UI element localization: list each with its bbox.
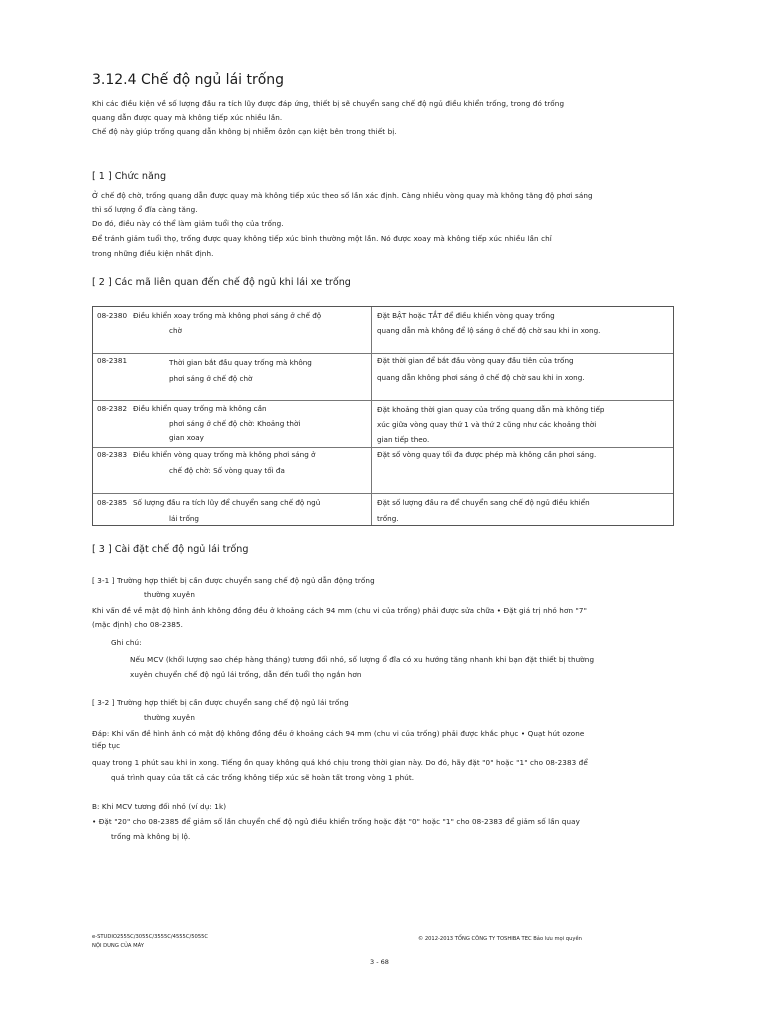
body-line: Khi vấn đề về mật độ hình ảnh không đồng đều ở khoảng cách 94 mm (chu vi của trống) phải được sửa chữa • Đặt giá trị nhỏ hơn "7" bbox=[92, 606, 587, 615]
page-number: 3 - 68 bbox=[370, 958, 389, 966]
page-title: 3.12.4 Chế độ ngủ lái trống bbox=[92, 72, 285, 88]
desc-cell: chờ bbox=[169, 326, 182, 335]
section1-line: Để tránh giảm tuổi thọ, trống được quay không tiếp xúc bình thường một lần. Nó được xoay mà không tiếp xúc nhiều lần chỉ bbox=[92, 234, 552, 243]
detail-cell: Đặt BẬT hoặc TẮT để điều khiển vòng quay trống bbox=[377, 311, 555, 320]
detail-cell: Đặt thời gian để bắt đầu vòng quay đầu tiên của trống bbox=[377, 356, 574, 365]
footer-content: NỘI DUNG CỦA MÁY bbox=[92, 943, 144, 949]
code-cell: 08-2381 bbox=[97, 356, 128, 365]
intro-line: Khi các điều kiện về số lượng đầu ra tích lũy được đáp ứng, thiết bị sẽ chuyển sang chế độ ngủ điều khiển trống, trong đó trống bbox=[92, 99, 565, 108]
desc-cell: phơi sáng ở chế độ chờ bbox=[169, 374, 253, 383]
code-cell: 08-2385 bbox=[97, 498, 128, 507]
detail-cell: Đặt số lượng đầu ra để chuyển sang chế độ ngủ điều khiển bbox=[377, 498, 590, 507]
subsection-subtitle: thường xuyên bbox=[144, 713, 195, 722]
desc-cell: phơi sáng ở chế độ chờ: Khoảng thời bbox=[169, 419, 301, 428]
footer-copyright: © 2012-2013 TỔNG CÔNG TY TOSHIBA TEC Bảo lưu mọi quyền bbox=[418, 936, 582, 942]
note-line: Nếu MCV (khối lượng sao chép hàng tháng) tương đối nhỏ, số lượng ổ đĩa có xu hướng tăng nhanh khi bạn đặt thiết bị thường bbox=[130, 655, 595, 664]
code-cell: 08-2380 bbox=[97, 311, 128, 320]
desc-cell: Điều khiển vòng quay trống mà không phơi sáng ở bbox=[133, 450, 316, 459]
note-label: Ghi chú: bbox=[111, 638, 142, 647]
body-line: quay trong 1 phút sau khi in xong. Tiếng ồn quay không quá khó chịu trong thời gian này. Do đó, hãy đặt "0" hoặc "1" cho 08-2383 để bbox=[92, 758, 588, 767]
subsection-title: [ 3-2 ] Trường hợp thiết bị cần được chuyển sang chế độ ngủ lái trống bbox=[92, 698, 349, 707]
desc-cell: chế độ chờ: Số vòng quay tối đa bbox=[169, 466, 285, 475]
desc-cell: lái trống bbox=[169, 514, 199, 523]
bullet-line: trống mà không bị lộ. bbox=[111, 832, 191, 841]
body-line: tiếp tục bbox=[92, 741, 121, 750]
section3-heading: [ 3 ] Cài đặt chế độ ngủ lái trống bbox=[92, 544, 249, 555]
code-cell: 08-2382 bbox=[97, 404, 128, 413]
body-line: B: Khi MCV tương đối nhỏ (ví dụ: 1k) bbox=[92, 802, 227, 811]
intro-line: quang dẫn được quay mà không tiếp xúc nhiều lần. bbox=[92, 113, 283, 122]
desc-cell: Thời gian bắt đầu quay trống mà không bbox=[169, 358, 312, 367]
detail-cell: trống. bbox=[377, 514, 399, 523]
detail-cell: xúc giữa vòng quay thứ 1 và thứ 2 cũng như các khoảng thời bbox=[377, 420, 597, 429]
detail-cell: quang dẫn không phơi sáng ở chế độ chờ sau khi in xong. bbox=[377, 373, 585, 382]
row-divider bbox=[93, 400, 673, 401]
subsection-subtitle: thường xuyên bbox=[144, 590, 195, 599]
codes-table bbox=[92, 306, 674, 526]
body-line: Đáp: Khi vấn đề hình ảnh có mật độ không đồng đều ở khoảng cách 94 mm (chu vi của trống) phải được khắc phục • Quạt hút ozone bbox=[92, 729, 585, 738]
detail-cell: Đặt khoảng thời gian quay của trống quang dẫn mà không tiếp bbox=[377, 405, 605, 414]
row-divider bbox=[93, 447, 673, 448]
body-line: (mặc định) cho 08-2385. bbox=[92, 620, 184, 629]
intro-line: Chế độ này giúp trống quang dẫn không bị nhiễm ôzôn cạn kiệt bên trong thiết bị. bbox=[92, 127, 397, 136]
section1-line: Do đó, điều này có thể làm giảm tuổi thọ của trống. bbox=[92, 219, 284, 228]
desc-cell: gian xoay bbox=[169, 433, 204, 442]
section1-line: trong những điều kiện nhất định. bbox=[92, 249, 214, 258]
section1-heading: [ 1 ] Chức năng bbox=[92, 171, 167, 182]
desc-cell: Điều khiển xoay trống mà không phơi sáng ở chế độ bbox=[133, 311, 322, 320]
section2-heading: [ 2 ] Các mã liên quan đến chế độ ngủ khi lái xe trống bbox=[92, 277, 351, 288]
detail-cell: Đặt số vòng quay tối đa được phép mà không cần phơi sáng. bbox=[377, 450, 597, 459]
desc-cell: Số lượng đầu ra tích lũy để chuyển sang chế độ ngủ bbox=[133, 498, 321, 507]
section1-line: thì số lượng ổ đĩa càng tăng. bbox=[92, 205, 198, 214]
detail-cell: quang dẫn mà không để lộ sáng ở chế độ chờ sau khi in xong. bbox=[377, 326, 601, 335]
desc-cell: Điều khiển quay trống mà không cần bbox=[133, 404, 267, 413]
code-cell: 08-2383 bbox=[97, 450, 128, 459]
footer-model: e-STUDIO2555C/3055C/3555C/4555C/5055C bbox=[92, 934, 209, 940]
detail-cell: gian tiếp theo. bbox=[377, 435, 430, 444]
bullet-line: • Đặt "20" cho 08-2385 để giảm số lần chuyển chế độ ngủ điều khiển trống hoặc đặt "0" hoặc "1" cho 08-2383 để giảm số lần quay bbox=[92, 817, 580, 826]
row-divider bbox=[93, 353, 673, 354]
body-line: quá trình quay của tất cả các trống không tiếp xúc sẽ hoàn tất trong vòng 1 phút. bbox=[111, 773, 415, 782]
subsection-title: [ 3-1 ] Trường hợp thiết bị cần được chuyển sang chế độ ngủ dẫn động trống bbox=[92, 576, 375, 585]
section1-line: Ở chế độ chờ, trống quang dẫn được quay mà không tiếp xúc theo số lần xác định. Càng nhiều vòng quay mà không tăng độ phơi sáng bbox=[92, 191, 593, 200]
note-line: xuyên chuyển chế độ ngủ lái trống, dẫn đến tuổi thọ ngắn hơn bbox=[130, 670, 362, 679]
row-divider bbox=[93, 493, 673, 494]
